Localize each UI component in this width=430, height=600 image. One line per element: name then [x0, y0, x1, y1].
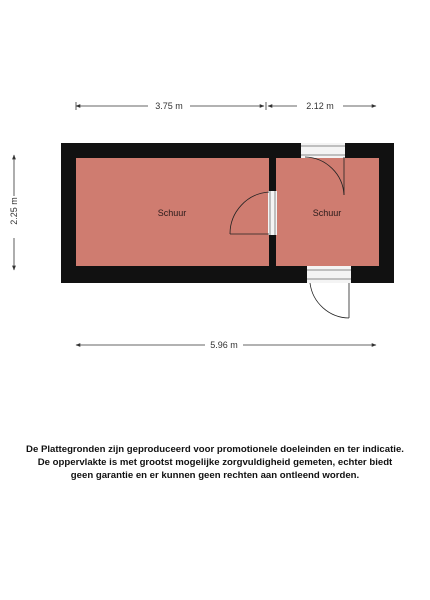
dimension-left	[9, 155, 19, 270]
room-label-left: Schuur	[157, 208, 187, 218]
dimension-top-left-label: 3.75 m	[155, 101, 183, 111]
disclaimer-line-1: De Plattegronden zijn geproduceerd voor promotionele doeleinden en ter indicatie.	[26, 444, 404, 455]
dimension-top-left	[76, 101, 264, 111]
bottom-door	[307, 266, 351, 318]
room-label-right: Schuur	[312, 208, 342, 218]
dimension-bottom	[76, 340, 376, 350]
dimension-bottom-label: 5.96 m	[210, 340, 238, 350]
disclaimer-line-3: geen garantie en er kunnen geen rechten aan ontleend worden.	[70, 470, 360, 481]
dimension-left-label: 2.25 m	[9, 197, 19, 225]
disclaimer-line-2: De oppervlakte is met grootst mogelijke zorgvuldigheid gemeten, echter biedt	[37, 457, 393, 468]
disclaimer	[15, 443, 415, 482]
dimension-top-right-label: 2.12 m	[306, 101, 334, 111]
dimension-top-right	[266, 101, 376, 111]
